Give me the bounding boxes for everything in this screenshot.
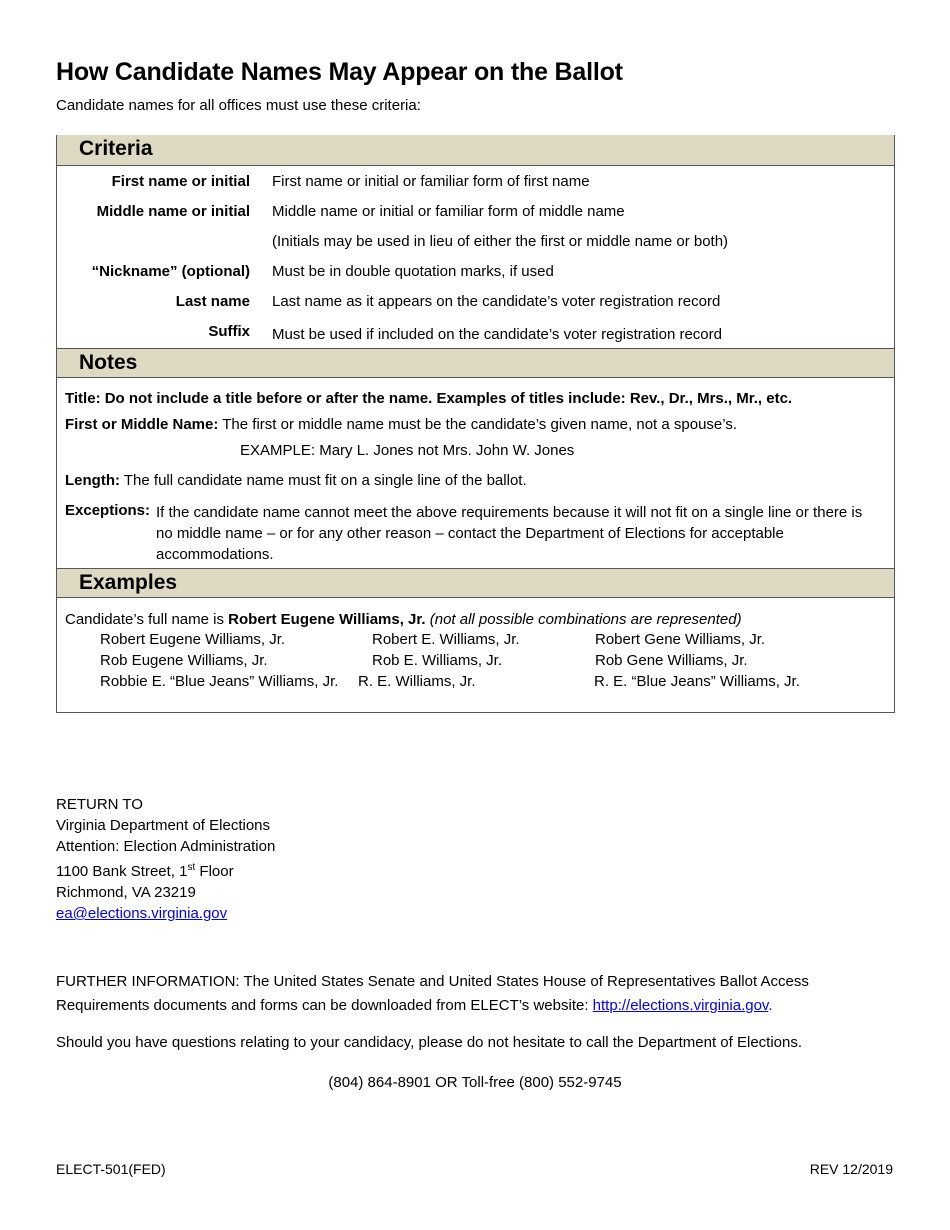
return-city: Richmond, VA 23219 [56, 884, 196, 901]
criteria-value-last-name: Last name as it appears on the candidate’s voter registration record [272, 293, 721, 310]
note-exceptions-text: If the candidate name cannot meet the above requirements because it will not fit on a single line or there is no middle name – or for any other reason – contact the Department of Elections for acceptable accommodations. [156, 504, 863, 563]
example-name: R. E. “Blue Jeans” Williams, Jr. [594, 673, 800, 690]
further-information [56, 970, 856, 1018]
criteria-value-suffix: Must be used if included on the candidate’s voter registration record [272, 326, 722, 343]
examples-lead-text: Candidate’s full name is [65, 611, 229, 628]
example-name: Robbie E. “Blue Jeans” Williams, Jr. [100, 673, 339, 690]
criteria-value-middle-name: Middle name or initial or familiar form of middle name [272, 203, 625, 220]
questions-text: Should you have questions relating to your candidacy, please do not hesitate to call the Department of Elections. [56, 1034, 803, 1051]
further-info-end: . [768, 997, 773, 1014]
examples-lead [65, 611, 742, 628]
website-link[interactable]: http://elections.virginia.gov [592, 997, 769, 1014]
criteria-label-middle-name: Middle name or initial [96, 203, 250, 220]
criteria-header [57, 135, 894, 166]
note-first-middle-label: First or Middle Name: [65, 416, 219, 433]
examples-lead-note: (not all possible combinations are represented) [425, 611, 742, 628]
return-attention: Attention: Election Administration [56, 838, 276, 855]
return-heading: RETURN TO [56, 796, 143, 813]
return-street [56, 857, 275, 882]
phone-numbers: (804) 864-8901 OR Toll-free (800) 552-9745 [328, 1074, 622, 1091]
criteria-value-first-name: First name or initial or familiar form of first name [272, 173, 590, 190]
criteria-label-suffix: Suffix [208, 323, 250, 340]
notes-header-label: Notes [79, 351, 138, 374]
further-info-text: FURTHER INFORMATION: The United States Senate and United States House of Representatives Ballot Access Requirements documents and forms can be downloaded from ELECT’s website: [56, 973, 809, 1014]
criteria-notes-examples-box [56, 135, 895, 713]
criteria-label-nickname: “Nickname” (optional) [91, 263, 250, 280]
examples-header-label: Examples [79, 571, 178, 594]
note-length [65, 472, 527, 489]
note-first-middle [65, 416, 737, 433]
note-length-text: The full candidate name must fit on a single line of the ballot. [119, 472, 527, 489]
criteria-label-last-name: Last name [175, 293, 250, 310]
page-title: How Candidate Names May Appear on the Ballot [56, 58, 623, 86]
note-title: Title: Do not include a title before or after the name. Examples of titles include: Rev., Dr., Mrs., Mr., etc. [65, 390, 793, 407]
example-name: Rob Eugene Williams, Jr. [100, 652, 268, 669]
example-name: Robert Gene Williams, Jr. [595, 631, 766, 648]
criteria-value-nickname: Must be in double quotation marks, if used [272, 263, 554, 280]
return-street-post: Floor [195, 863, 234, 880]
revision-date: REV 12/2019 [809, 1161, 893, 1177]
examples-full-name: Robert Eugene Williams, Jr. [228, 611, 426, 628]
criteria-header-label: Criteria [79, 137, 153, 160]
example-name: Robert Eugene Williams, Jr. [100, 631, 286, 648]
note-example: EXAMPLE: Mary L. Jones not Mrs. John W. Jones [240, 442, 575, 459]
examples-header [57, 568, 894, 598]
return-address [56, 794, 275, 924]
example-name: Rob Gene Williams, Jr. [595, 652, 748, 669]
example-name: Rob E. Williams, Jr. [372, 652, 503, 669]
return-email-link[interactable]: ea@elections.virginia.gov [56, 905, 228, 922]
return-street-pre: 1100 Bank Street, 1 [56, 863, 188, 880]
note-length-label: Length: [65, 472, 120, 489]
example-name: R. E. Williams, Jr. [358, 673, 476, 690]
note-first-middle-text: The first or middle name must be the candidate’s given name, not a spouse’s. [218, 416, 737, 433]
return-street-sup: st [187, 862, 196, 873]
note-exceptions-label: Exceptions: [65, 502, 151, 519]
intro-text: Candidate names for all offices must use these criteria: [56, 97, 421, 114]
form-id: ELECT-501(FED) [56, 1161, 166, 1177]
return-org: Virginia Department of Elections [56, 817, 270, 834]
criteria-value-initials-note: (Initials may be used in lieu of either the first or middle name or both) [272, 233, 729, 250]
example-name: Robert E. Williams, Jr. [372, 631, 520, 648]
criteria-label-first-name: First name or initial [111, 173, 250, 190]
notes-header [57, 348, 894, 378]
